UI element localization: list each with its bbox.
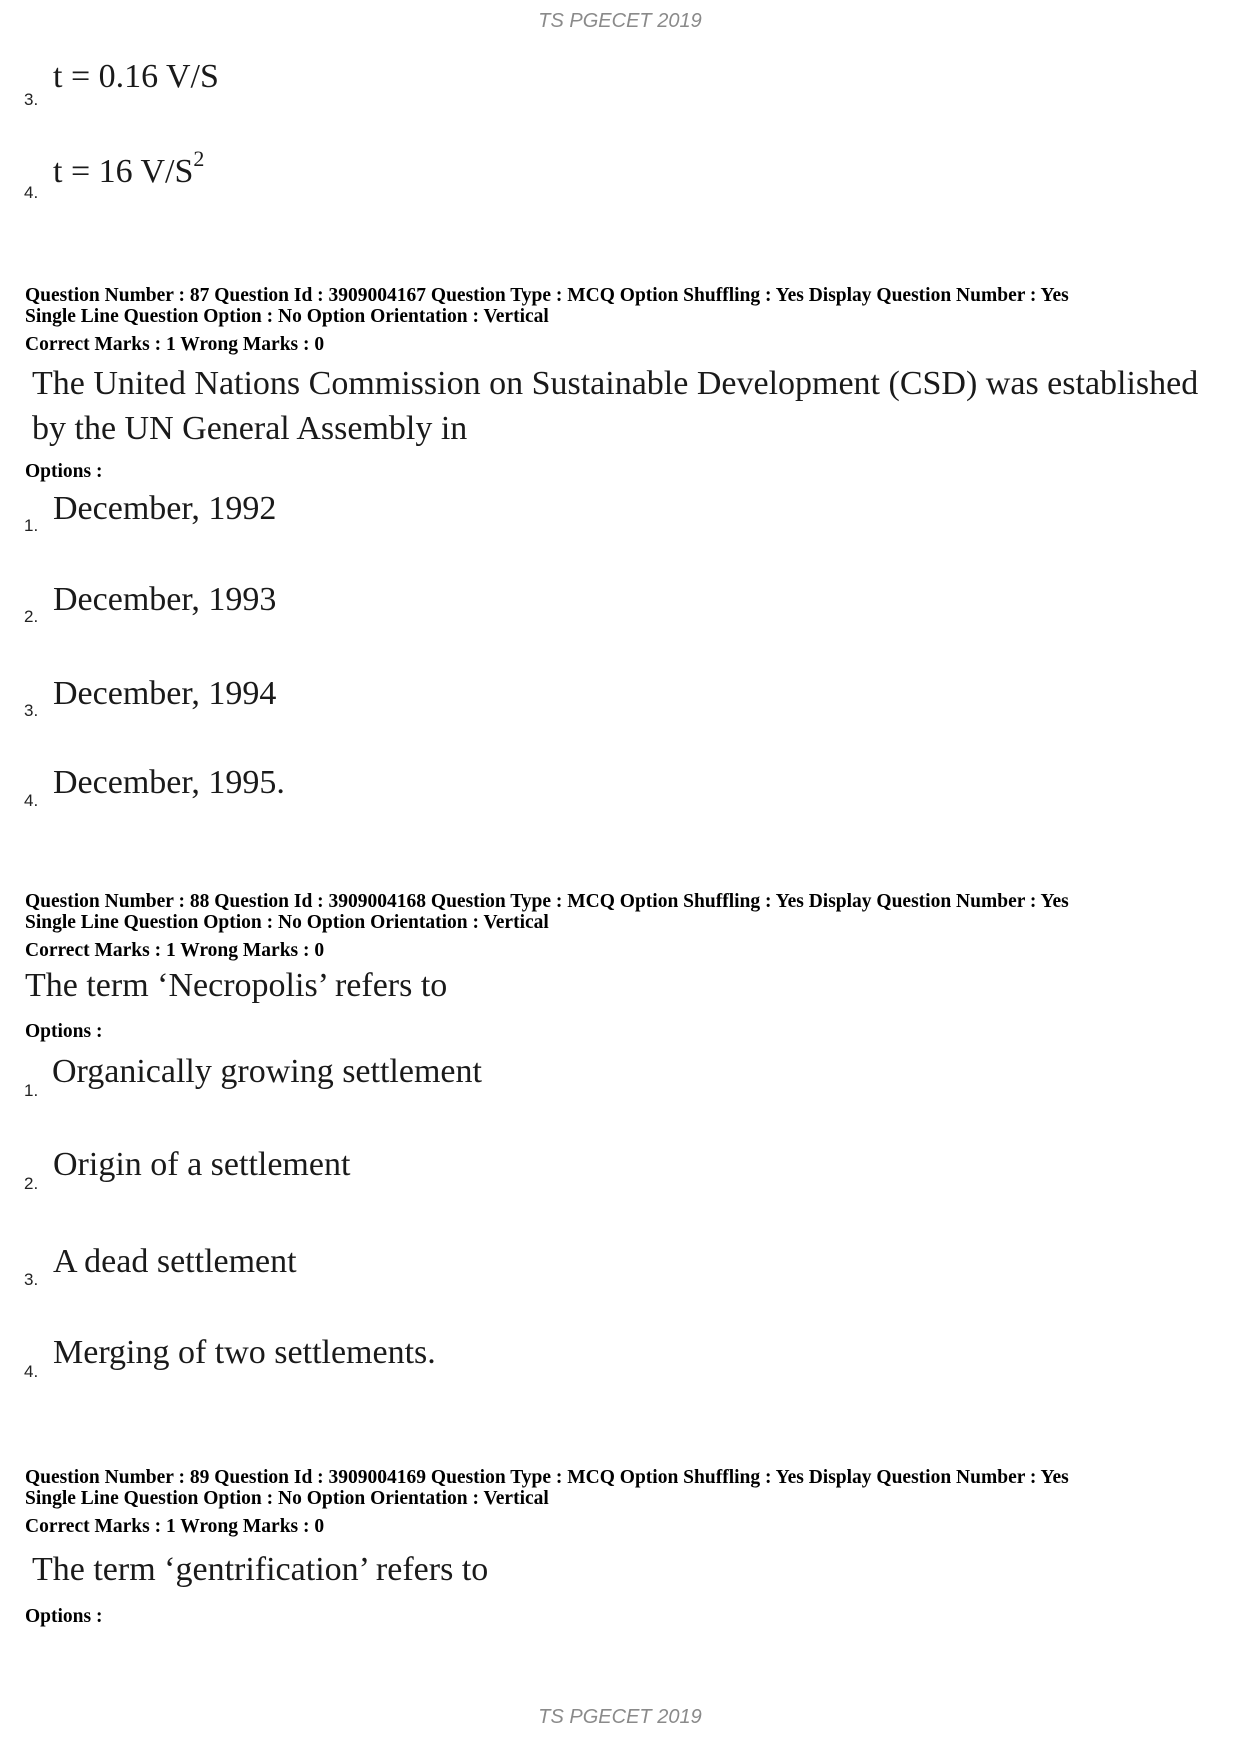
option-number: 4. [24,1362,39,1381]
options-label: Options : [25,1021,103,1042]
option-number: 4. [24,791,39,810]
question-text-line1: The term ‘gentrification’ refers to [32,1551,489,1588]
option-number: 3. [24,1270,39,1289]
option-superscript: 2 [193,146,205,171]
question-marks: Correct Marks : 1 Wrong Marks : 0 [25,334,325,355]
option-number: 2. [24,607,39,626]
option-text: December, 1995. [53,764,285,801]
option-text: December, 1993 [53,581,277,618]
question-meta-line2: Single Line Question Option : No Option Orientation : Vertical [25,912,549,933]
question-meta-line1: Question Number : 87 Question Id : 3909004167 Question Type : MCQ Option Shuffling : Yes Display Question Number : Yes [25,285,1069,306]
page-footer: TS PGECET 2019 [538,1706,702,1728]
option-text [53,146,205,191]
option-text: December, 1992 [53,490,277,527]
question-text-line1: The United Nations Commission on Sustainable Development (CSD) was established [32,365,1199,402]
option-text: Origin of a settlement [53,1146,351,1183]
option-number: 3. [24,90,39,109]
option-text: t = 0.16 V/S [53,58,219,95]
question-meta-line2: Single Line Question Option : No Option Orientation : Vertical [25,306,549,327]
option-number: 4. [24,183,39,202]
option-number: 1. [24,1081,39,1100]
question-marks: Correct Marks : 1 Wrong Marks : 0 [25,940,325,961]
question-meta-line1: Question Number : 88 Question Id : 3909004168 Question Type : MCQ Option Shuffling : Yes Display Question Number : Yes [25,891,1069,912]
options-label: Options : [25,1606,103,1627]
option-number: 1. [24,516,39,535]
option-text-main: t = 16 V/S [53,153,194,190]
options-label: Options : [25,461,103,482]
question-meta-line2: Single Line Question Option : No Option Orientation : Vertical [25,1488,549,1509]
option-number: 3. [24,701,39,720]
option-number: 2. [24,1174,39,1193]
question-text-line1: The term ‘Necropolis’ refers to [25,967,448,1004]
option-text: A dead settlement [53,1243,297,1280]
question-marks: Correct Marks : 1 Wrong Marks : 0 [25,1516,325,1537]
option-text: December, 1994 [53,675,277,712]
option-text: Organically growing settlement [52,1053,482,1090]
question-text-line2: by the UN General Assembly in [32,410,468,447]
page-header: TS PGECET 2019 [538,10,702,32]
question-meta-line1: Question Number : 89 Question Id : 3909004169 Question Type : MCQ Option Shuffling : Yes Display Question Number : Yes [25,1467,1069,1488]
option-text: Merging of two settlements. [53,1334,436,1371]
